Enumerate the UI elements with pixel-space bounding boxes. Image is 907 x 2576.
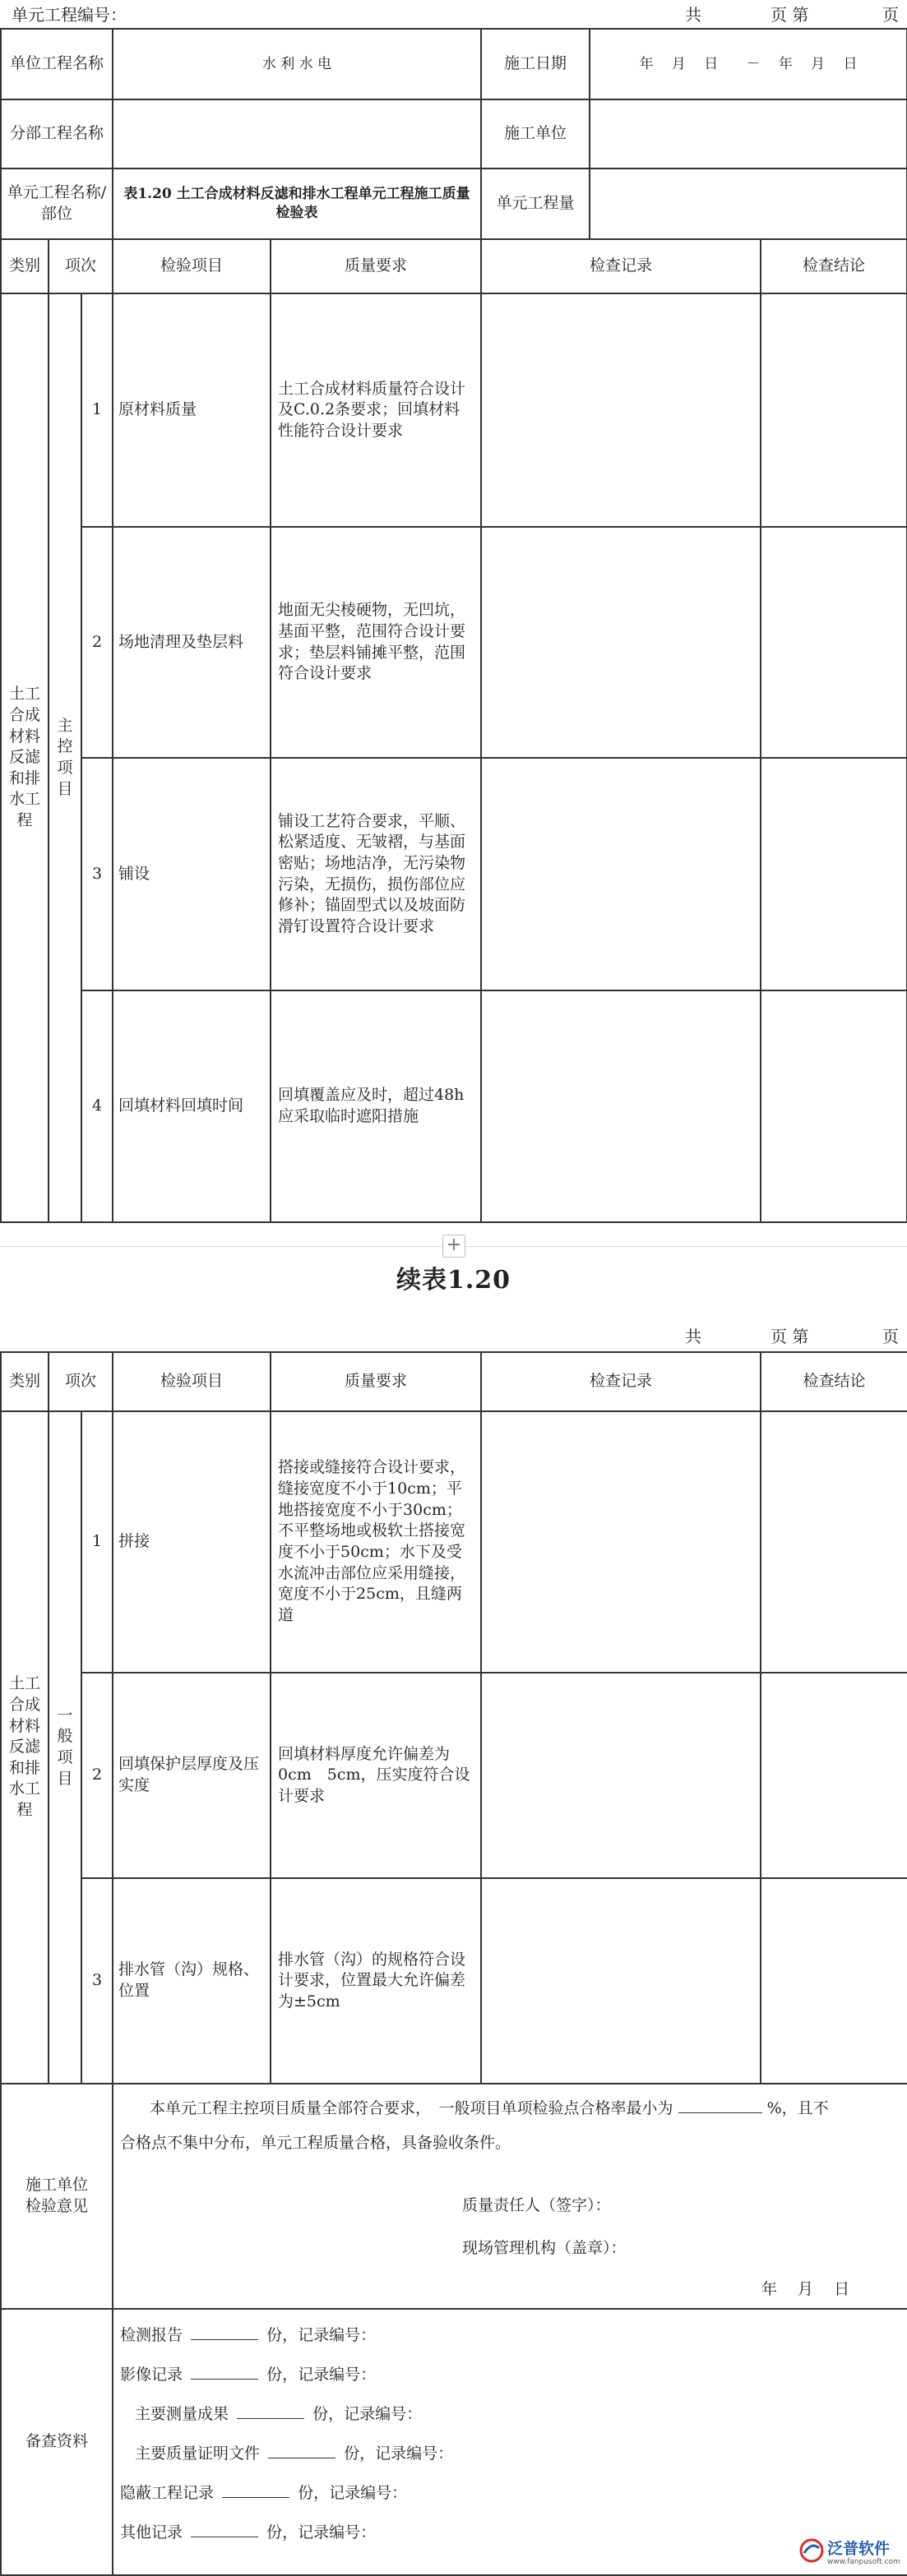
reference-unit: 份，记录编号：	[266, 2366, 377, 2384]
inspection-result-cell[interactable]	[761, 527, 907, 758]
inspection-result-cell[interactable]	[761, 990, 907, 1222]
unit-project-label: 单位工程名称	[1, 29, 113, 99]
fanpu-logo	[799, 2535, 903, 2571]
page-end-label: 页	[882, 1327, 899, 1346]
inspection-sheet-1	[0, 28, 907, 1223]
reference-unit: 份，记录编号：	[266, 2523, 377, 2541]
logo-name: 泛普软件	[827, 2540, 891, 2558]
opinion-label: 施工单位检验意见	[1, 2084, 113, 2309]
page-end-label: 页	[882, 5, 899, 25]
col-inspection-item: 检验项目	[113, 1352, 271, 1411]
inspection-result-cell[interactable]	[761, 1878, 907, 2084]
col-category: 类别	[1, 1352, 49, 1411]
page-total-label: 共	[685, 5, 701, 25]
category-name: 土工合成材料反滤和排水工程	[1, 293, 49, 1222]
reference-item: 检测报告	[120, 2326, 183, 2344]
construction-unit-value[interactable]	[590, 99, 907, 169]
element-name-value: 表1.20 土工合成材料反滤和排水工程单元工程施工质量检验表	[113, 169, 481, 239]
element-quantity-value[interactable]	[590, 169, 907, 239]
quality-requirement: 铺设工艺符合要求，平顺、松紧适度、无皱褶，与基面密贴；场地洁净，无污染物污染，无损伤，损伤部位应修补；锚固型式以及坡面防滑钉设置符合设计要求	[271, 758, 481, 990]
col-inspection-record: 检查记录	[481, 1352, 761, 1411]
element-quantity-label: 单元工程量	[481, 169, 590, 239]
copies-blank[interactable]	[191, 2324, 258, 2340]
page-total-label: 共	[685, 1327, 701, 1346]
inspection-item: 回填保护层厚度及压实度	[113, 1673, 271, 1878]
references-cell	[113, 2309, 907, 2575]
sub-project-label: 分部工程名称	[1, 99, 113, 169]
inspection-record-cell[interactable]	[481, 527, 761, 758]
reference-item: 隐蔽工程记录	[120, 2484, 215, 2502]
opinion-date: 年 月 日	[761, 2280, 850, 2298]
construction-unit-label: 施工单位	[481, 99, 590, 169]
col-inspection-item: 检验项目	[113, 239, 271, 293]
item-no: 3	[81, 1878, 113, 2084]
logo-url: www.fanpusoft.com	[827, 2558, 900, 2566]
inspection-result-cell[interactable]	[761, 293, 907, 527]
inspection-result-cell[interactable]	[761, 1673, 907, 1878]
item-no: 2	[81, 527, 113, 758]
construction-date-range: 年 月 日 － 年 月 日	[590, 29, 907, 99]
opinion-line-1b: %，且不	[766, 2099, 829, 2117]
reference-unit: 份，记录编号：	[312, 2405, 423, 2423]
reference-item: 主要测量成果	[135, 2405, 229, 2423]
opinion-line-2: 合格点不集中分布，单元工程质量合格，具备验收条件。	[120, 2134, 511, 2152]
reference-item: 其他记录	[120, 2523, 183, 2541]
inspection-item: 排水管（沟）规格、位置	[113, 1878, 271, 2084]
inspection-result-cell[interactable]	[761, 758, 907, 990]
quality-requirement: 搭接或缝接符合设计要求，缝接宽度不小于10cm；平地搭接宽度不小于30cm；不平整场地或极软土搭接宽度不小于50cm；水下及受水流冲击部位应采用缝接，宽度不小于25cm，且缝两道	[271, 1411, 481, 1673]
quality-responsible-signature: 质量责任人（签字）：	[462, 2196, 611, 2214]
inspection-item: 拼接	[113, 1411, 271, 1673]
add-page-button[interactable]: +	[442, 1235, 465, 1258]
element-name-label: 单元工程名称/部位	[1, 169, 113, 239]
quality-requirement: 地面无尖棱硬物，无凹坑，基面平整，范围符合设计要求；垫层料铺摊平整，范围符合设计要求	[271, 527, 481, 758]
col-category: 类别	[1, 239, 49, 293]
logo-mark-icon	[799, 2538, 824, 2563]
inspection-record-cell[interactable]	[481, 1411, 761, 1673]
inspection-result-cell[interactable]	[761, 1411, 907, 1673]
inspection-item: 原材料质量	[113, 293, 271, 527]
reference-unit: 份，记录编号：	[298, 2484, 408, 2502]
inspection-item: 回填材料回填时间	[113, 990, 271, 1222]
site-management-stamp: 现场管理机构（盖章）：	[462, 2239, 627, 2257]
copies-blank[interactable]	[191, 2364, 258, 2380]
inspection-record-cell[interactable]	[481, 1878, 761, 2084]
reference-unit: 份，记录编号：	[266, 2326, 377, 2344]
page-mid-label: 页 第	[770, 5, 809, 25]
copies-blank[interactable]	[222, 2482, 289, 2498]
quality-requirement: 回填覆盖应及时，超过48h应采取临时遮阳措施	[271, 990, 481, 1222]
item-no: 4	[81, 990, 113, 1222]
continued-title: 续表1.20	[396, 1266, 511, 1295]
item-no: 1	[81, 1411, 113, 1673]
quality-requirement: 回填材料厚度允许偏差为0cm 5cm，压实度符合设计要求	[271, 1673, 481, 1878]
sub-project-value[interactable]	[113, 99, 481, 169]
col-quality-req: 质量要求	[271, 239, 481, 293]
quality-requirement: 排水管（沟）的规格符合设计要求，位置最大允许偏差为±5cm	[271, 1878, 481, 2084]
inspection-record-cell[interactable]	[481, 293, 761, 527]
inspection-sheet-2	[0, 1351, 907, 2576]
reference-item: 影像记录	[120, 2366, 183, 2384]
item-no: 2	[81, 1673, 113, 1878]
item-no: 1	[81, 293, 113, 527]
copies-blank[interactable]	[237, 2403, 304, 2419]
col-quality-req: 质量要求	[271, 1352, 481, 1411]
copies-blank[interactable]	[268, 2443, 335, 2458]
inspection-record-cell[interactable]	[481, 1673, 761, 1878]
col-item-no: 项次	[49, 239, 113, 293]
col-inspection-record: 检查记录	[481, 239, 761, 293]
reference-item: 主要质量证明文件	[135, 2444, 261, 2463]
unit-project-value: 水 利 水 电	[113, 29, 481, 99]
page-mid-label: 页 第	[770, 1327, 809, 1346]
inspection-item: 场地清理及垫层料	[113, 527, 271, 758]
references-label: 备查资料	[1, 2309, 113, 2575]
copies-blank[interactable]	[191, 2522, 258, 2537]
inspection-record-cell[interactable]	[481, 990, 761, 1222]
col-item-no: 项次	[49, 1352, 113, 1411]
reference-unit: 份，记录编号：	[344, 2444, 454, 2463]
quality-requirement: 土工合成材料质量符合设计及C.0.2条要求；回填材料性能符合设计要求	[271, 293, 481, 527]
col-inspection-result: 检查结论	[761, 1352, 907, 1411]
construction-date-label: 施工日期	[481, 29, 590, 99]
pass-rate-blank[interactable]	[678, 2098, 762, 2113]
inspection-record-cell[interactable]	[481, 758, 761, 990]
general-group-label: 一般项目	[49, 1411, 81, 2084]
item-no: 3	[81, 758, 113, 990]
col-inspection-result: 检查结论	[761, 239, 907, 293]
category-name: 土工合成材料反滤和排水工程	[1, 1411, 49, 2084]
unit-number-label: 单元工程编号：	[12, 5, 127, 25]
opinion-cell	[113, 2084, 907, 2309]
main-group-label: 主控项目	[49, 293, 81, 1222]
inspection-item: 铺设	[113, 758, 271, 990]
opinion-line-1a: 本单元工程主控项目质量全部符合要求， 一般项目单项检验点合格率最小为	[150, 2099, 673, 2117]
